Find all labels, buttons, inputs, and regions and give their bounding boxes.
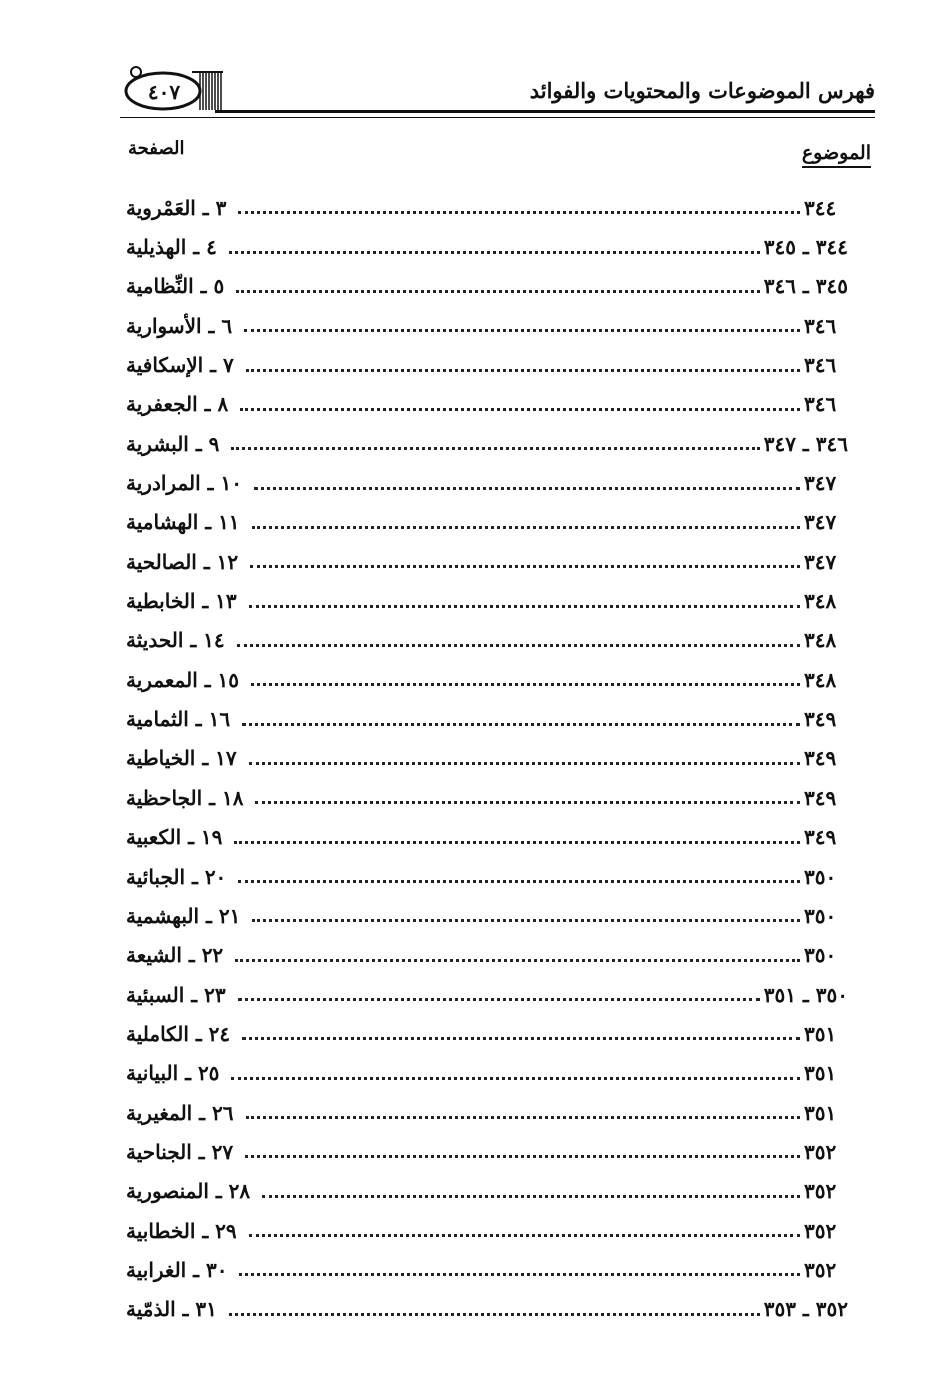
dot-leader [238,880,800,883]
index-entry [120,1290,848,1329]
entry-label: ٢١ ـ البهشمية [126,903,241,928]
entry-label: ٦ ـ الأسوارية [126,313,233,338]
dot-leader [238,211,800,214]
entry-page-range: ٣٤٨ [804,589,837,614]
entry-label: ٢٥ ـ البيانية [126,1061,220,1086]
entry-label: ١٧ ـ الخياطية [126,746,237,771]
index-entry [120,463,848,502]
entry-label: ٢٢ ـ الشيعة [126,943,224,968]
entry-label: ١٨ ـ الجاحظية [126,785,244,810]
dot-leader [250,565,800,568]
entry-label: ٣١ ـ الذمّية [126,1297,217,1322]
entry-page-range: ٣٤٩ [804,785,837,810]
dot-leader [239,1273,800,1276]
entry-page-range: ٣٤٨ [804,667,837,692]
index-entry [120,857,848,896]
entry-label: ١٣ ـ الخابطية [126,589,237,614]
dot-leader [242,1037,800,1040]
entry-label: ٩ ـ البشرية [126,431,220,456]
index-entry [120,621,848,660]
entry-page-range: ٣٥٢ [804,1218,837,1243]
entry-label: ١٢ ـ الصالحية [126,549,239,574]
entry-page-range: ٣٥٢ [804,1139,837,1164]
entry-label: ٢٩ ـ الخطابية [126,1218,237,1243]
entry-page-range: ٣٤٥ ـ ٣٤٦ [763,274,848,299]
entry-page-range: ٣٤٤ ـ ٣٤٥ [763,235,848,260]
entry-label: ١٠ ـ المرادرية [126,471,242,496]
dot-leader [231,447,759,450]
index-entry [120,1211,848,1250]
running-title: فهرس الموضوعات والمحتويات والفوائد [529,78,875,103]
dot-leader [237,644,800,647]
entry-page-range: ٣٥١ [804,1021,837,1046]
dot-leader [249,1234,800,1237]
index-entries [120,188,848,1329]
entry-label: ٥ ـ النِّظامية [126,274,225,299]
dot-leader [242,723,800,726]
entry-label: ٧ ـ الإسكافية [126,353,234,378]
index-entry [120,267,848,306]
entry-label: ٣ ـ العَمْروية [126,195,227,220]
entry-page-range: ٣٥١ [804,1100,837,1125]
entry-label: ٨ ـ الجعفرية [126,392,229,417]
index-entry [120,739,848,778]
index-entry [120,896,848,935]
index-entry [120,227,848,266]
entry-page-range: ٣٤٦ [804,313,837,338]
index-entry [120,424,848,463]
dot-leader [229,1313,760,1316]
header-rule-thin [120,117,875,118]
index-entry [120,818,848,857]
entry-label: ٢٣ ـ السبئية [126,982,226,1007]
index-entry [120,188,848,227]
index-entry [120,503,848,542]
page-header [120,60,875,122]
index-entry [120,306,848,345]
dot-leader [238,998,760,1001]
entry-page-range: ٣٤٩ [804,746,837,771]
index-entry [120,1093,848,1132]
index-entry [120,1172,848,1211]
index-entry [120,542,848,581]
index-entry [120,936,848,975]
index-entry [120,778,848,817]
entry-page-range: ٣٥٢ ـ ٣٥٣ [763,1297,848,1322]
index-entry [120,1132,848,1171]
entry-label: ٢٤ ـ الكاملية [126,1021,231,1046]
dot-leader [234,841,800,844]
entry-label: ٤ ـ الهذيلية [126,235,217,260]
dot-leader [252,919,800,922]
dot-leader [229,251,760,254]
index-entry [120,581,848,620]
index-entry [120,1250,848,1289]
entry-page-range: ٣٥٠ [804,864,837,889]
index-entry [120,975,848,1014]
dot-leader [262,1195,800,1198]
dot-leader [246,369,800,372]
dot-leader [251,683,800,686]
entry-page-range: ٣٤٧ [804,510,837,535]
dot-leader [240,408,800,411]
entry-page-range: ٣٥٠ [804,903,837,928]
entry-page-range: ٣٥٢ [804,1257,837,1282]
entry-label: ٣٠ ـ الغرابية [126,1257,228,1282]
entry-page-range: ٣٤٧ [804,471,837,496]
dot-leader [254,487,800,490]
entry-label: ٢٧ ـ الجناحية [126,1139,234,1164]
entry-page-range: ٣٤٦ [804,392,837,417]
entry-page-range: ٣٤٧ [804,549,837,574]
entry-label: ١٤ ـ الحديثة [126,628,225,653]
entry-page-range: ٣٥١ [804,1061,837,1086]
dot-leader [245,1155,800,1158]
dot-leader [249,605,800,608]
entry-page-range: ٣٤٦ ـ ٣٤٧ [763,431,848,456]
index-entry [120,1054,848,1093]
page-number-badge [122,66,224,112]
entry-page-range: ٣٤٩ [804,707,837,732]
dot-leader [252,526,800,529]
entry-label: ٢٨ ـ المنصورية [126,1179,251,1204]
entry-label: ١٩ ـ الكعبية [126,825,223,850]
index-entry [120,660,848,699]
entry-label: ٢٦ ـ المغيرية [126,1100,234,1125]
entry-page-range: ٣٥٠ [804,943,837,968]
entry-page-range: ٣٥٠ ـ ٣٥١ [763,982,848,1007]
entry-label: ١٥ ـ المعمرية [126,667,240,692]
entry-label: ١١ ـ الهشامية [126,510,240,535]
column-header-page: الصفحة [128,138,185,159]
entry-page-range: ٣٤٨ [804,628,837,653]
entry-page-range: ٣٥٢ [804,1179,837,1204]
entry-label: ١٦ ـ الثمامية [126,707,231,732]
dot-leader [255,801,800,804]
index-entry [120,1014,848,1053]
index-entry [120,345,848,384]
page-number: ٤٠٧ [147,80,181,104]
dot-leader [235,959,800,962]
header-rule-thick [215,110,875,113]
column-header-topic: الموضوع [802,142,871,168]
dot-leader [244,329,800,332]
dot-leader [246,1116,801,1119]
entry-label: ٢٠ ـ الجبائية [126,864,227,889]
dot-leader [236,290,760,293]
dot-leader [249,762,800,765]
index-entry [120,699,848,738]
entry-page-range: ٣٤٦ [804,353,837,378]
index-entry [120,385,848,424]
entry-page-range: ٣٤٩ [804,825,837,850]
dot-leader [231,1077,800,1080]
entry-page-range: ٣٤٤ [804,195,837,220]
